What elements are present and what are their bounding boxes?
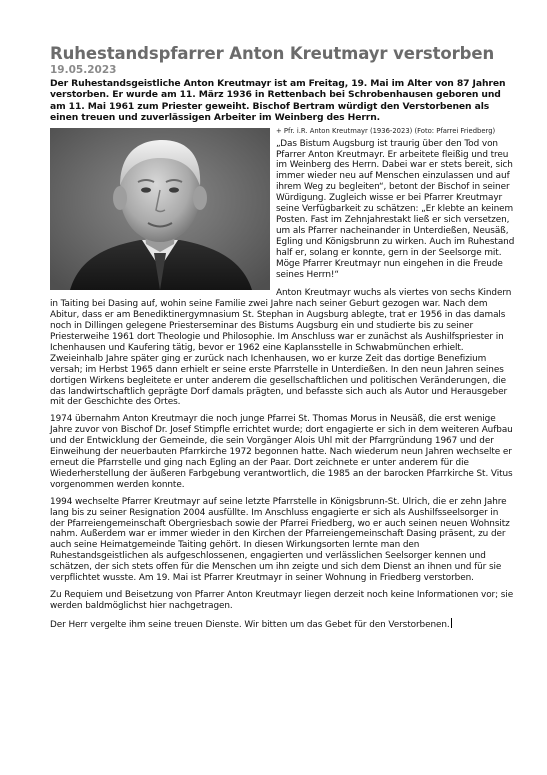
paragraph-early-life: Anton Kreutmayr wuchs als viertes von sechs Kindern in Taiting bei Dasing auf, wohin seine Familie zwei Jahre nach seiner Geburt gezogen war. Nach dem Abitur, dass er am Benediktinergymnasium St. Stephan in Augsburg ablegte, trat er 1956 in das damals noch in Dillingen gelegene Priesterseminar des Bistums Augsburg ein und studierte bis zu seiner Priesterweihe 1961 dort Theologie und Philosophie. Im Anschluss war er zunächst als Aushilfspriester in Ichenhausen und Kaufering tätig, bevor er 1962 eine Kaplansstelle in Schwabmünchen erhielt. Zweieinhalb Jahre später ging er zurück nach Ichenhausen, wo er kurze Zeit das dortige Benefizium versah; im Herbst 1965 dann erhielt er seine erste Pfarrstelle in Unterdießen. In den neun Jahren seines dortigen Wirkens begleitete er unter anderem die gesellschaftlichen und politischen Veränderungen, die das landwirtschaftlich geprägte Dorf damals prägten, und befasste sich auch als Autor und Herausgeber mit der Geschichte des Ortes. [50, 288, 512, 408]
paragraph-quote: „Das Bistum Augsburg ist traurig über den Tod von Pfarrer Anton Kreutmayr. Er arbeitete fleißig und treu im Weinberg des Herrn. Dabei war er stets bereit, sich immer wieder neu auf Menschen einzulassen und auf ihrem Weg zu begleiten“, betont der Bischof in seiner Würdigung. Zugleich wisse er bei Pfarrer Kreutmayr seine Verfügbarkeit zu schätzen: „Er klebte an keinem Posten. Fast im Zehnjahrestakt ließ er sich versetzen, um als Pfarrer nacheinander in Unterdießen, Neusäß, Egling und Königsbrunn zu wirken. Auch im Ruhestand half er, solang er konnte, gern in der Seelsorge mit. Möge Pfarrer Kreutmayr nun eingehen in die Freude seines Herrn!“ [276, 138, 515, 280]
text-cursor [451, 618, 452, 628]
article-lead: Der Ruhestandsgeistliche Anton Kreutmayr ist am Freitag, 19. Mai im Alter von 87 Jahren verstorben. Er wurde am 11. März 1936 in Rettenbach bei Schrobenhausen geboren und am 11. Mai 1961 zum Priester geweiht. Bischof Bertram würdigt den Verstorbenen als einen treuen und zuverlässigen Arbeiter im Weinberg des Herrn. [50, 78, 506, 124]
paragraph-requiem: Zu Requiem und Beisetzung von Pfarrer Anton Kreutmayr liegen derzeit noch keine Informationen vor; sie werden baldmöglichst hier nachgetragen. [50, 589, 514, 611]
portrait-photo [50, 128, 270, 290]
paragraph-closing [50, 618, 515, 631]
article-title: Ruhestandspfarrer Anton Kreutmayr verstorben [50, 44, 495, 63]
paragraph-neusaess: 1974 übernahm Anton Kreutmayr die noch junge Pfarrei St. Thomas Morus in Neusäß, die erst wenige Jahre zuvor von Bischof Dr. Josef Stimpfle errichtet wurde; dort engagierte er sich in dem weiteren Aufbau und der Entwicklung der Gemeinde, die sein Vorgänger Alois Uhl mit der Pfarrgründung 1967 und der Einweihung der neuerbauten Pfarrkirche 1972 begonnen hatte. Nach wiederum neun Jahren wechselte er erneut die Pfarrstelle und ging nach Egling an der Paar. Dort zeichnete er unter anderem für die Wiederherstellung der äußeren Farbgebung verantwortlich, die 1985 an der barocken Pfarrkirche St. Vitus vorgenommen werden konnte. [50, 414, 513, 490]
closing-text: Der Herr vergelte ihm seine treuen Dienste. Wir bitten um das Gebet für den Verstorbenen. [50, 619, 450, 630]
image-caption: + Pfr. i.R. Anton Kreutmayr (1936-2023) (Foto: Pfarrei Friedberg) [276, 126, 496, 135]
article [50, 44, 515, 637]
paragraph-koenigsbrunn: 1994 wechselte Pfarrer Kreutmayr auf seine letzte Pfarrstelle in Königsbrunn-St. Ulrich, die er zehn Jahre lang bis zu seiner Resignation 2004 ausfüllte. Im Anschluss engagierte er sich als Aushilfsseelsorger in der Pfarreiengemeinschaft Obergriesbach sowie der Pfarrei Friedberg, wo er auch seinen neuen Wohnsitz nahm. Außerdem war er immer wieder in den Kirchen der Pfarreiengemeinschaft Dasing präsent, zu der auch seine Heimatgemeinde Taiting gehört. In diesen Wirkungsorten lernte man den Ruhestandsgeistlichen als aufgeschlossenen, engagierten und verlässlichen Seelsorger kennen und schätzen, der sich stets offen für die Menschen um ihn zeigte und sich dem Dienst an ihnen und für sie verpflichtet wusste. Am 19. Mai ist Pfarrer Kreutmayr in seiner Wohnung in Friedberg verstorben. [50, 496, 510, 584]
article-date: 19.05.2023 [50, 64, 117, 76]
portrait-image [50, 128, 270, 290]
